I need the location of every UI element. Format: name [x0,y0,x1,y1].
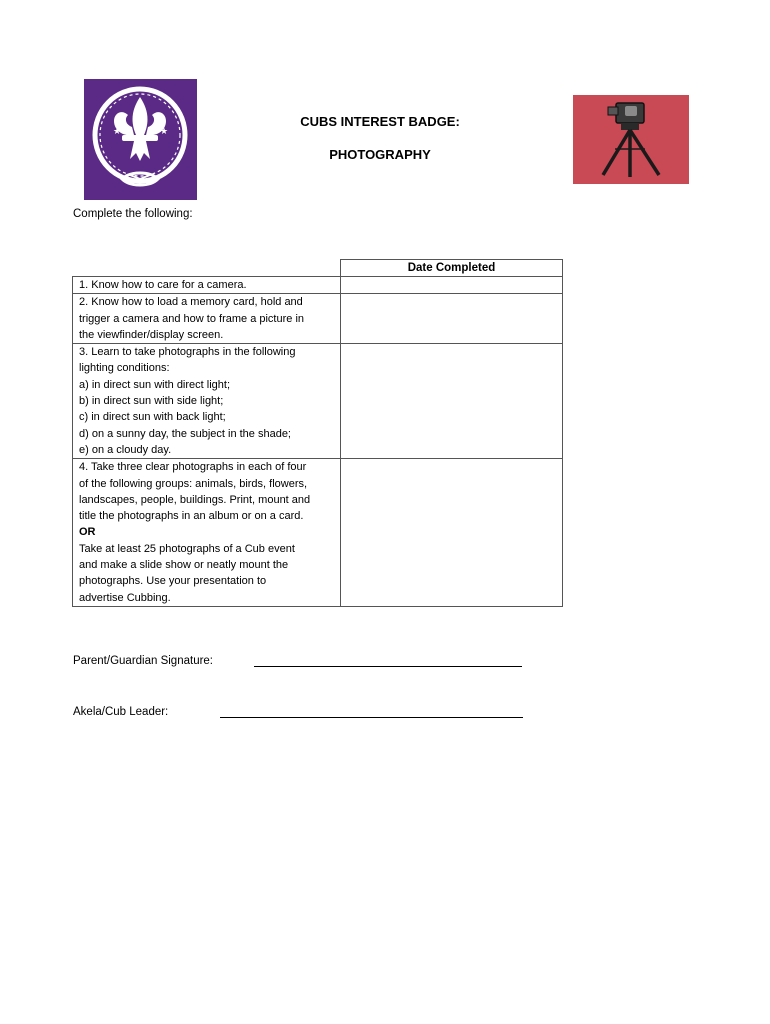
svg-text:★: ★ [160,127,169,137]
svg-text:★: ★ [113,127,122,137]
requirement-cell [73,459,341,607]
requirement-line: 3. Learn to take photographs in the following [79,346,296,359]
leader-signature-line[interactable] [220,717,523,718]
scout-emblem-logo [84,79,197,200]
requirement-line: photographs. Use your presentation to [79,575,267,588]
requirement-line: Take at least 25 photographs of a Cub event [79,542,295,555]
requirement-line: title the photographs in an album or on a card. [79,510,304,523]
requirement-line: 2. Know how to load a memory card, hold and [79,296,303,309]
photography-badge-logo [573,95,689,184]
table-row [73,459,563,607]
requirement-line: d) on a sunny day, the subject in the shade; [79,427,291,440]
requirement-or-divider: OR [79,526,96,539]
requirement-line: a) in direct sun with direct light; [79,378,231,391]
requirement-cell [73,294,341,344]
date-completed-cell[interactable] [341,459,563,607]
requirement-line: 4. Take three clear photographs in each of four [79,461,307,474]
leader-signature-label: Akela/Cub Leader: [73,706,169,718]
table-row [73,277,563,294]
parent-signature-line[interactable] [254,666,522,667]
requirement-line: of the following groups: animals, birds, flowers, [79,477,308,490]
table-row [73,344,563,459]
requirement-line: the viewfinder/display screen. [79,328,224,341]
requirement-line: and make a slide show or neatly mount the [79,559,289,572]
date-completed-cell[interactable] [341,294,563,344]
date-completed-cell[interactable] [341,344,563,459]
requirement-line: c) in direct sun with back light; [79,411,226,424]
requirement-cell [73,344,341,459]
camera-tripod-icon [573,95,689,184]
table-header-row [73,260,563,277]
requirement-line: b) in direct sun with side light; [79,395,224,408]
fleur-de-lis-icon [84,79,197,200]
date-completed-header: Date Completed [341,260,563,277]
requirement-cell [73,277,341,294]
parent-signature-label: Parent/Guardian Signature: [73,655,214,667]
requirement-line: landscapes, people, buildings. Print, mount and [79,493,311,506]
requirement-line: lighting conditions: [79,362,170,375]
requirement-line: advertise Cubbing. [79,591,171,604]
table-header-blank [73,260,341,277]
requirement-line: trigger a camera and how to frame a picture in [79,312,305,325]
badge-title: CUBS INTEREST BADGE: [300,114,460,129]
intro-text: Complete the following: [73,208,193,220]
requirements-table [72,259,563,607]
requirement-line: e) on a cloudy day. [79,443,172,456]
badge-subtitle: PHOTOGRAPHY [329,147,431,162]
date-completed-cell[interactable] [341,277,563,294]
table-row [73,294,563,344]
requirement-line: 1. Know how to care for a camera. [79,279,247,291]
